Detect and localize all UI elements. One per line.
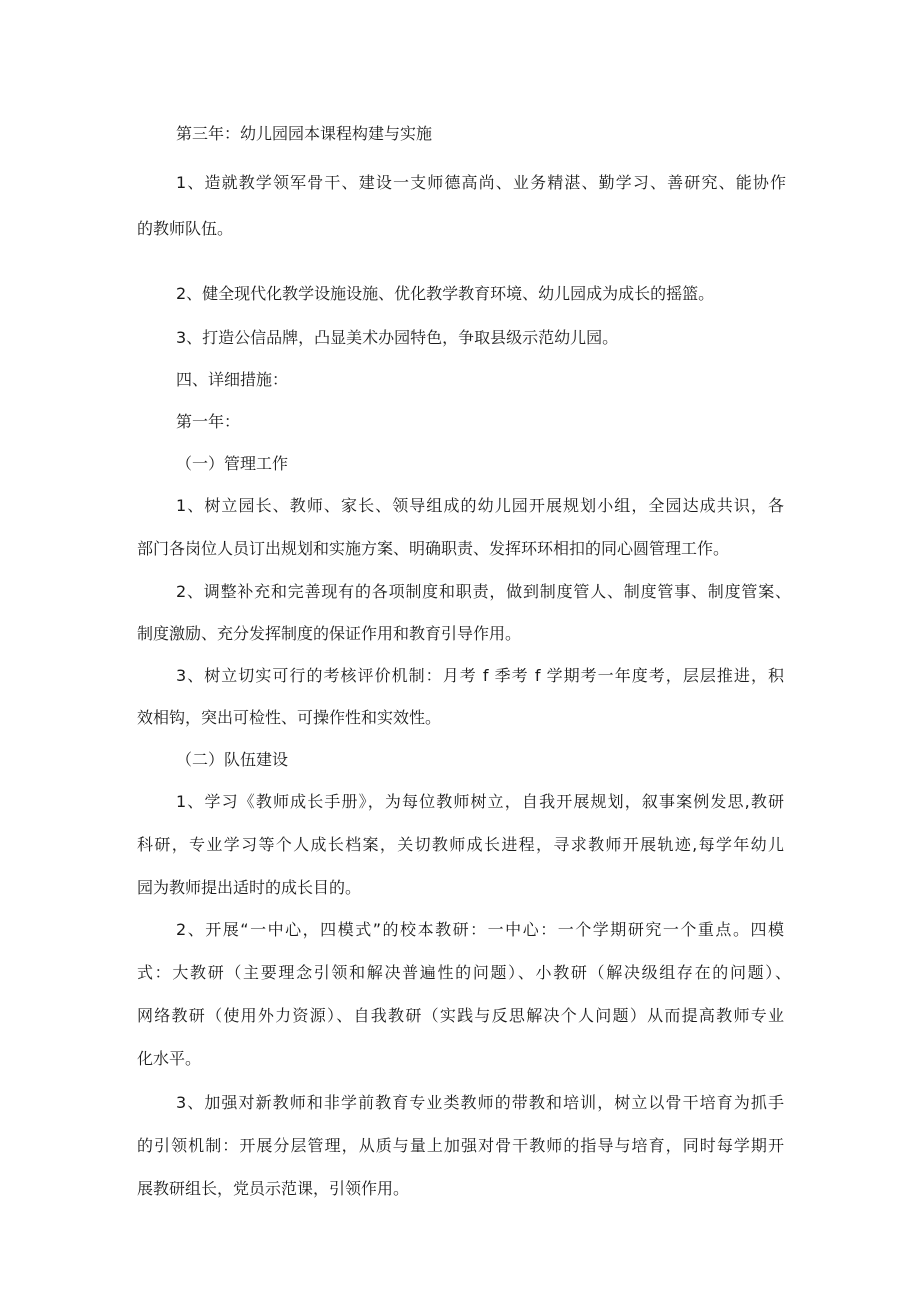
section-heading-first-year: 第一年： [176, 412, 241, 431]
section-heading-third-year: 第三年：幼儿园园本课程构建与实施 [176, 124, 433, 143]
paragraph-line: 1、树立园长、教师、家长、领导组成的幼儿园开展规划小组，全园达成共识，各 [176, 496, 784, 515]
paragraph-line: 1、学习《教师成长手册》，为每位教师树立，自我开展规划，叙事案例发思,教研 [176, 792, 784, 811]
paragraph-line: 效相钩，突出可检性、可操作性和实效性。 [137, 708, 442, 727]
paragraph-line: 2、健全现代化教学设施设施、优化教学教育环境、幼儿园成为成长的摇篮。 [176, 284, 715, 303]
paragraph-line: 2、开展“一中心，四模式”的校本教研：一中心：一个学期研究一个重点。四模 [176, 920, 784, 939]
paragraph-line: 2、调整补充和完善现有的各项制度和职责，做到制度管人、制度管事、制度管案、 [176, 582, 791, 601]
subsection-heading-team-building: （二）队伍建设 [176, 750, 289, 769]
paragraph-line: 的引领机制：开展分层管理，从质与量上加强对骨干教师的指导与培育，同时每学期开 [137, 1136, 784, 1155]
paragraph-line: 化水平。 [137, 1049, 202, 1068]
paragraph-line: 1、造就教学领军骨干、建设一支师德高尚、业务精湛、勤学习、善研究、能协作 [176, 173, 786, 192]
paragraph-line: 制度激励、充分发挥制度的保证作用和教育引导作用。 [137, 624, 522, 643]
paragraph-line: 3、加强对新教师和非学前教育专业类教师的带教和培训，树立以骨干培育为抓手 [176, 1093, 784, 1112]
paragraph-line: 园为教师提出适时的成长目的。 [137, 878, 362, 897]
paragraph-line: 部门各岗位人员订出规划和实施方案、明确职责、发挥环环相扣的同心圆管理工作。 [137, 539, 730, 558]
paragraph-line: 科研，专业学习等个人成长档案，关切教师成长进程，寻求教师开展轨迹,每学年幼儿 [137, 835, 784, 854]
paragraph-line: 展教研组长，党员示范课，引领作用。 [137, 1179, 410, 1198]
subsection-heading-management: （一）管理工作 [176, 454, 289, 473]
paragraph-line: 网络教研（使用外力资源）、自我教研（实践与反思解决个人问题）从而提高教师专业 [137, 1006, 784, 1025]
section-heading-measures: 四、详细措施： [176, 370, 289, 389]
paragraph-line: 的教师队伍。 [137, 219, 234, 238]
paragraph-line: 3、树立切实可行的考核评价机制：月考 f 季考 f 学期考一年度考，层层推进，积 [176, 666, 784, 685]
paragraph-line: 式：大教研（主要理念引领和解决普遍性的问题）、小教研（解决级组存在的问题）、 [137, 963, 791, 982]
paragraph-line: 3、打造公信品牌，凸显美术办园特色，争取县级示范幼儿园。 [176, 328, 619, 347]
